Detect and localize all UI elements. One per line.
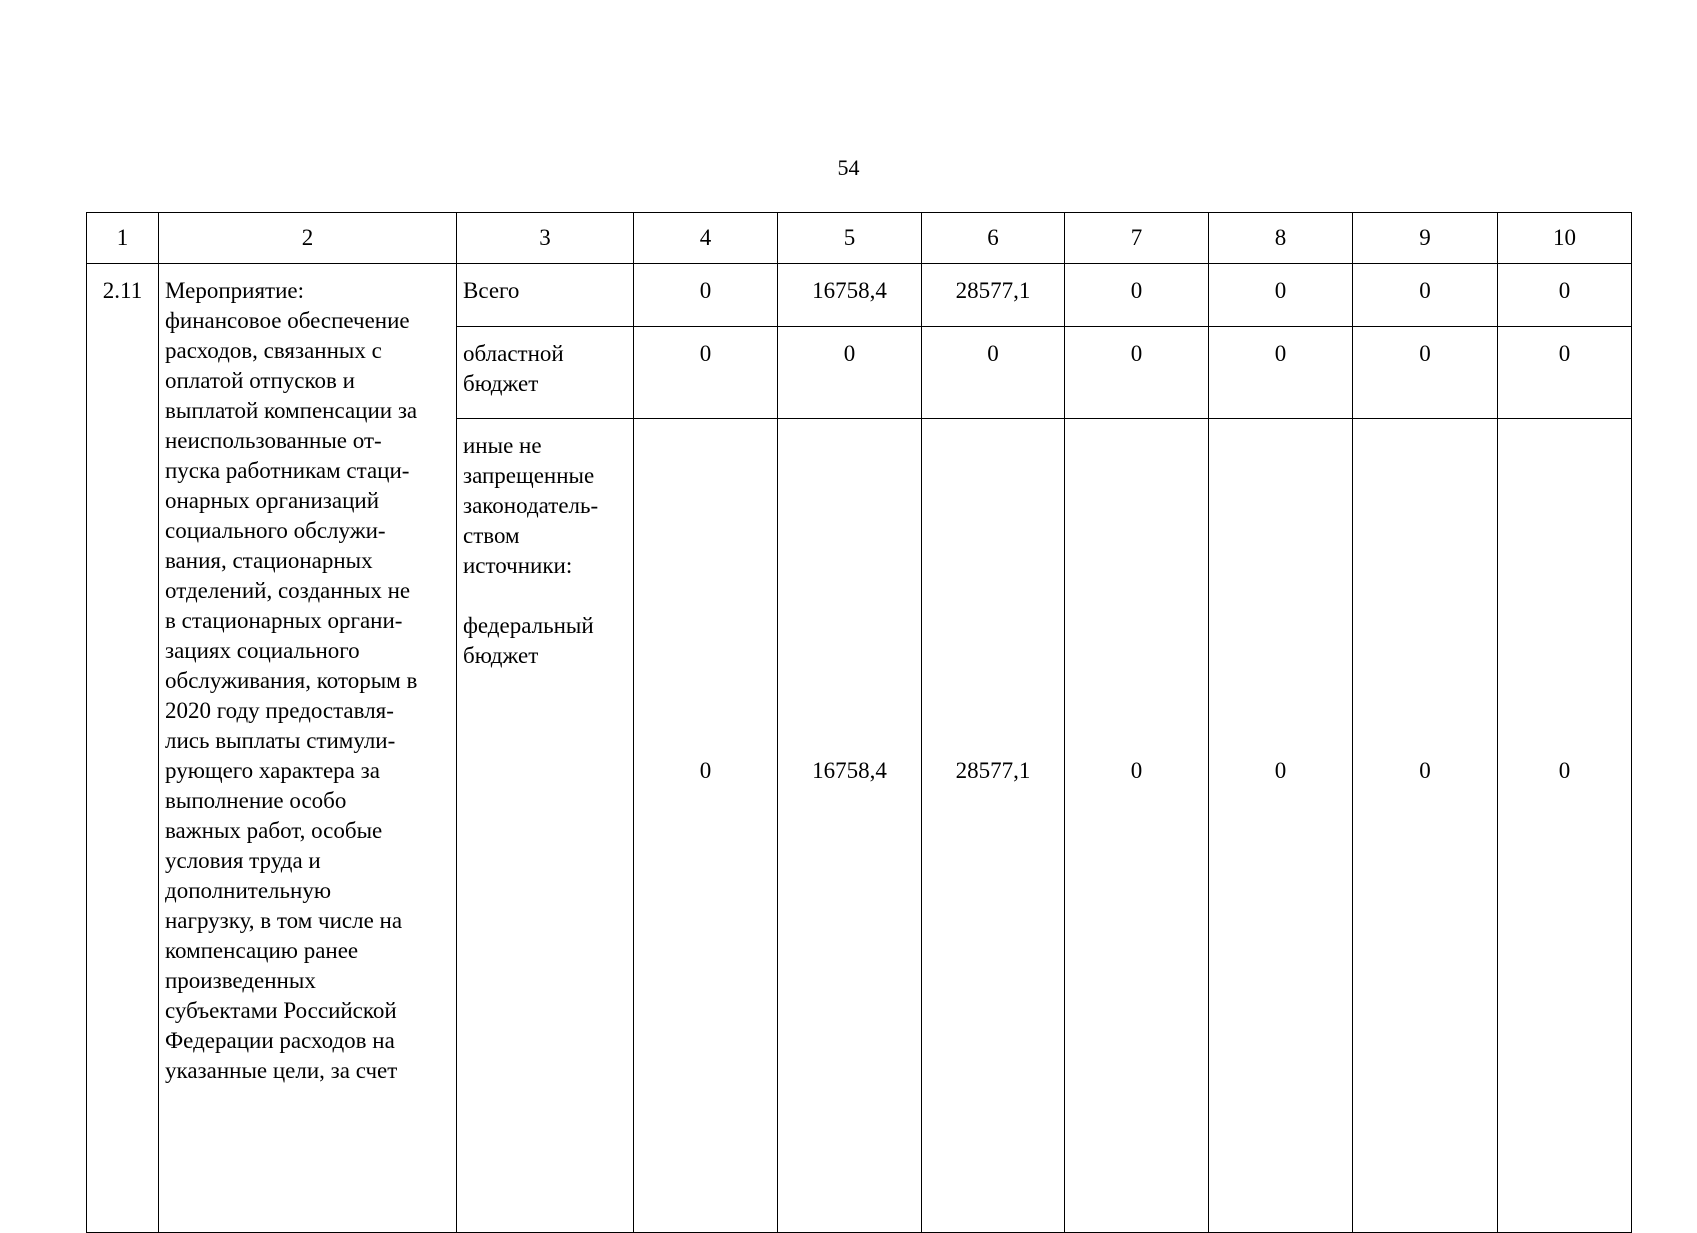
value-cell: 28577,1 <box>922 264 1065 327</box>
description-line: важных работ, особые <box>165 818 383 843</box>
description-line: расходов, связанных с <box>165 338 382 363</box>
value-cell: 0 <box>634 264 778 327</box>
description-line: 2020 году предоставля- <box>165 698 394 723</box>
description-line: пуска работникам стаци- <box>165 458 410 483</box>
description-line: оплатой отпусков и <box>165 368 355 393</box>
column-number: 2 <box>159 213 457 264</box>
sub-source-line: федеральный <box>463 613 594 638</box>
item-number: 2.11 <box>87 264 159 1233</box>
value-cell: 16758,4 <box>778 264 922 327</box>
description-line: условия труда и <box>165 848 321 873</box>
source-line: Всего <box>463 278 520 303</box>
funding-source-other <box>457 419 634 1233</box>
value-cell: 28577,1 <box>922 419 1065 1233</box>
sub-source-line: бюджет <box>463 643 539 668</box>
description-line: субъектами Российской <box>165 998 397 1023</box>
value-cell: 0 <box>1498 419 1632 1233</box>
description-line: Мероприятие: <box>165 278 305 303</box>
value-cell: 0 <box>1065 264 1209 327</box>
value-cell: 16758,4 <box>778 419 922 1233</box>
value-cell: 0 <box>1065 327 1209 419</box>
source-line: источники: <box>463 553 573 578</box>
value-cell: 0 <box>1353 419 1498 1233</box>
funding-source-total <box>457 264 634 327</box>
funding-source-regional <box>457 327 634 419</box>
column-number: 1 <box>87 213 159 264</box>
description-line: рующего характера за <box>165 758 380 783</box>
source-line: областной <box>463 341 564 366</box>
description-line: дополнительную <box>165 878 332 903</box>
budget-table <box>86 212 1632 1233</box>
description-line: указанные цели, за счет <box>165 1058 398 1083</box>
description-line: в стационарных органи- <box>165 608 403 633</box>
value-cell: 0 <box>1353 264 1498 327</box>
description-line: произведенных <box>165 968 316 993</box>
description-line: онарных организаций <box>165 488 380 513</box>
column-number: 3 <box>457 213 634 264</box>
value-cell: 0 <box>634 419 778 1233</box>
source-line: иные не <box>463 433 542 458</box>
column-number: 4 <box>634 213 778 264</box>
source-line: бюджет <box>463 371 539 396</box>
description-line: Федерации расходов на <box>165 1028 395 1053</box>
funding-row-total <box>87 264 1632 327</box>
value-cell: 0 <box>1209 264 1353 327</box>
source-spacer <box>463 581 627 611</box>
description-line: финансовое обеспечение <box>165 308 410 333</box>
value-cell: 0 <box>1209 419 1353 1233</box>
source-line: ством <box>463 523 520 548</box>
source-line: законодатель- <box>463 493 599 518</box>
description-line: лись выплаты стимули- <box>165 728 396 753</box>
column-number: 6 <box>922 213 1065 264</box>
description-line: социального обслужи- <box>165 518 386 543</box>
description-line: отделений, созданных не <box>165 578 411 603</box>
column-numbers-row <box>87 213 1632 264</box>
column-number: 8 <box>1209 213 1353 264</box>
value-cell: 0 <box>1209 327 1353 419</box>
value-cell: 0 <box>778 327 922 419</box>
description-line: зациях социального <box>165 638 360 663</box>
value-cell: 0 <box>1498 264 1632 327</box>
value-cell: 0 <box>1353 327 1498 419</box>
column-number: 7 <box>1065 213 1209 264</box>
value-cell: 0 <box>634 327 778 419</box>
item-description <box>159 264 457 1233</box>
description-line: компенсацию ранее <box>165 938 359 963</box>
description-line: выплатой компенсации за <box>165 398 418 423</box>
page-number: 54 <box>837 155 860 180</box>
description-line: вания, стационарных <box>165 548 373 573</box>
value-cell: 0 <box>1498 327 1632 419</box>
column-number: 10 <box>1498 213 1632 264</box>
description-line: неиспользованные от- <box>165 428 382 453</box>
column-number: 5 <box>778 213 922 264</box>
source-line: запрещенные <box>463 463 595 488</box>
value-cell: 0 <box>922 327 1065 419</box>
description-line: нагрузку, в том числе на <box>165 908 403 933</box>
description-line: обслуживания, которым в <box>165 668 418 693</box>
description-line: выполнение особо <box>165 788 347 813</box>
column-number: 9 <box>1353 213 1498 264</box>
value-cell: 0 <box>1065 419 1209 1233</box>
